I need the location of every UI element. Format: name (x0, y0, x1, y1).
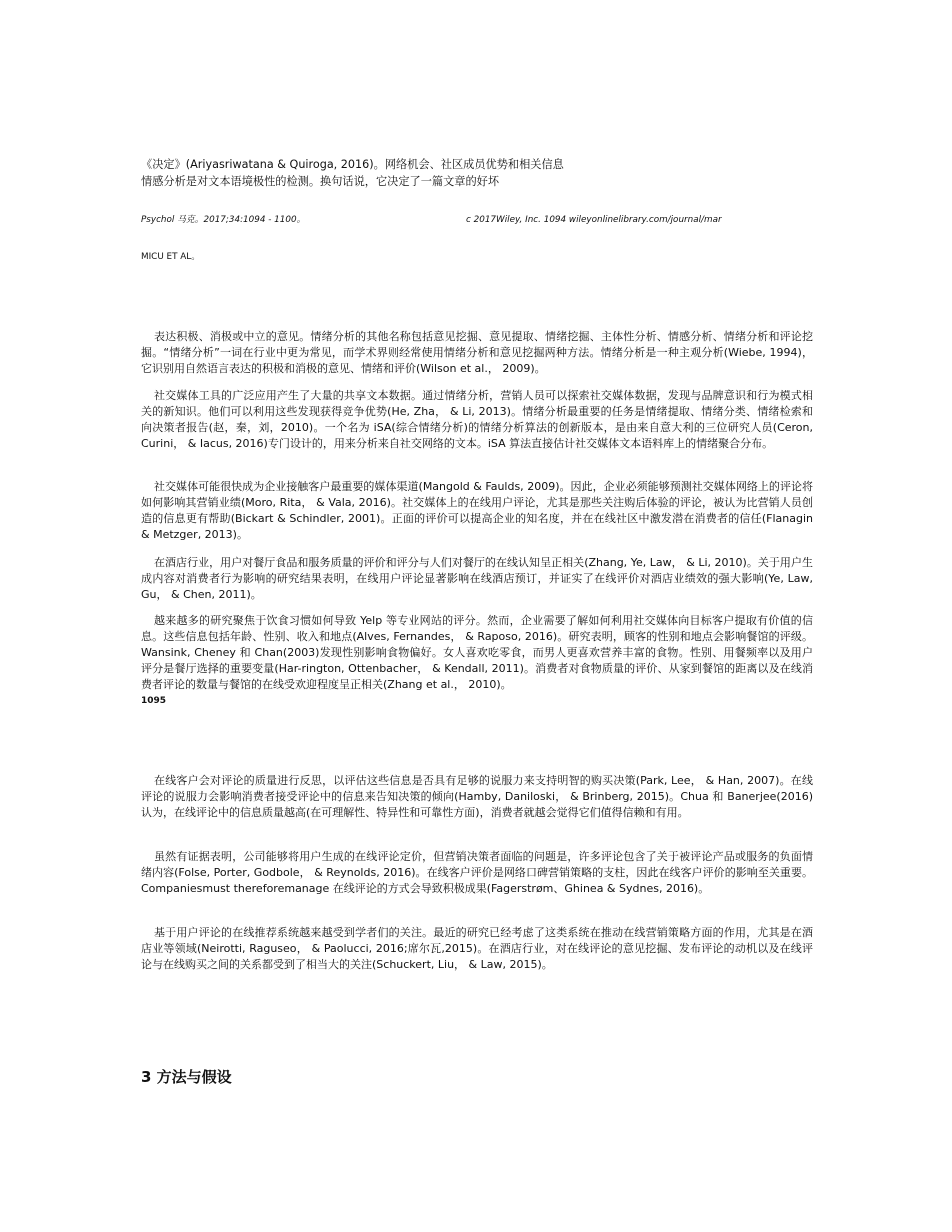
journal-citation: Psychol 马克。2017;34:1094 - 1100。 (141, 215, 306, 225)
paragraph: 社交媒体可能很快成为企业接触客户最重要的媒体渠道(Mangold & Faulds, 2009)。因此，企业必须能够预测社交媒体网络上的评论将如何影响其营销业绩(Moro, Rita， & Vala, 2016)。社交媒体上的在线用户评论，尤其是那些关注购后体验的评论，被认为比营销人员创造的信息更有帮助(Bickart & Schindler, 2001)。正面的评价可以提高企业的知名度，并在在线社区中激发潜在消费者的信任(Flanagin & Metzger, 2013)。 (141, 480, 813, 541)
paragraph: 表达积极、消极或中立的意见。情绪分析的其他名称包括意见挖掘、意见提取、情绪挖掘、主体性分析、情感分析、情绪分析和评论挖掘。“情绪分析”一词在行业中更为常见，而学术界则经常使用情绪分析和意见挖掘两种方法。情绪分析是一种主观分析(Wiebe, 1994)，它识别用自然语言表达的积极和消极的意见、情绪和评价(Wilson et al.， 2009)。 (141, 330, 813, 375)
paragraph: 社交媒体工具的广泛应用产生了大量的共享文本数据。通过情绪分析，营销人员可以探索社交媒体数据，发现与品牌意识和行为模式相关的新知识。他们可以利用这些发现获得竞争优势(He, Zha， & Li, 2013)。情绪分析最重要的任务是情绪提取、情绪分类、情绪检索和向决策者报告(赵，秦，刘，2010)。一个名为 iSA(综合情绪分析)的情绪分析算法的创新版本，是由来自意大利的三位研究人员(Ceron, Curini， & Iacus, 2016)专门设计的，用来分析来自社交网络的文本。iSA 算法直接估计社交媒体文本语料库上的情绪聚合分布。 (141, 389, 813, 450)
header-fragment-line-1: 《决定》(Ariyasriwatana & Quiroga, 2016)。网络机会、社区成员优势和相关信息 (141, 158, 564, 171)
paragraph: 基于用户评论的在线推荐系统越来越受到学者们的关注。最近的研究已经考虑了这类系统在推动在线营销策略方面的作用，尤其是在酒店业等领域(Neirotti, Raguseo， & Paolucci, 2016;席尔瓦,2015)。在酒店行业，对在线评论的意见挖掘、发布评论的动机以及在线评论与在线购买之间的关系都受到了相当大的关注(Schuckert, Liu， & Law, 2015)。 (141, 926, 813, 971)
paragraph: 虽然有证据表明，公司能够将用户生成的在线评论定价，但营销决策者面临的问题是，许多评论包含了关于被评论产品或服务的负面情绪内容(Folse, Porter, Godbole， & Reynolds, 2016)。在线客户评价是网络口碑营销策略的支柱，因此在线客户评价的影响至关重要。Companiesmust thereforemanage 在线评论的方式会导致积极成果(Fagerstrøm、Ghinea & Sydnes, 2016)。 (141, 850, 813, 895)
journal-copyright: c 2017Wiley, Inc. 1094 wileyonlinelibrary.com/journal/mar (466, 215, 722, 225)
paragraph: 在线客户会对评论的质量进行反思，以评估这些信息是否具有足够的说服力来支持明智的购买决策(Park, Lee， & Han, 2007)。在线评论的说服力会影响消费者接受评论中的信息来告知决策的倾向(Hamby, Daniloski， & Brinberg, 2015)。Chua 和 Banerjee(2016)认为，在线评论中的信息质量越高(在可理解性、特异性和可靠性方面)，消费者就越会觉得它们值得信赖和有用。 (141, 774, 813, 819)
paragraph: 在酒店行业，用户对餐厅食品和服务质量的评价和评分与人们对餐厅的在线认知呈正相关(Zhang, Ye, Law， & Li, 2010)。关于用户生成内容对消费者行为影响的研究结果表明，在线用户评论显著影响在线酒店预订，并证实了在线评价对酒店业绩效的强大影响(Ye, Law, Gu， & Chen, 2011)。 (141, 556, 813, 601)
paragraph: 越来越多的研究聚焦于饮食习惯如何导致 Yelp 等专业网站的评分。然而，企业需要了解如何利用社交媒体向目标客户提取有价值的信息。这些信息包括年龄、性别、收入和地点(Alves, Fernandes， & Raposo, 2016)。研究表明，顾客的性别和地点会影响餐馆的评级。Wansink, Cheney 和 Chan(2003)发现性别影响食物偏好。女人喜欢吃零食，而男人更喜欢营养丰富的食物。性别、用餐频率以及用户评分是餐厅选择的重要变量(Har-rington, Ottenbacher， & Kendall, 2011)。消费者对食物质量的评价、从家到餐馆的距离以及在线消费者评论的数量与餐馆的在线受欢迎程度呈正相关(Zhang et al.， 2010)。 (141, 614, 813, 691)
section-heading: 3 方法与假设 (141, 1068, 232, 1086)
page-number: 1095 (141, 696, 167, 706)
header-fragment-line-2: 情感分析是对文本语境极性的检测。换句话说，它决定了一篇文章的好坏 (141, 175, 500, 188)
running-head: MICU ET AL。 (141, 252, 201, 262)
